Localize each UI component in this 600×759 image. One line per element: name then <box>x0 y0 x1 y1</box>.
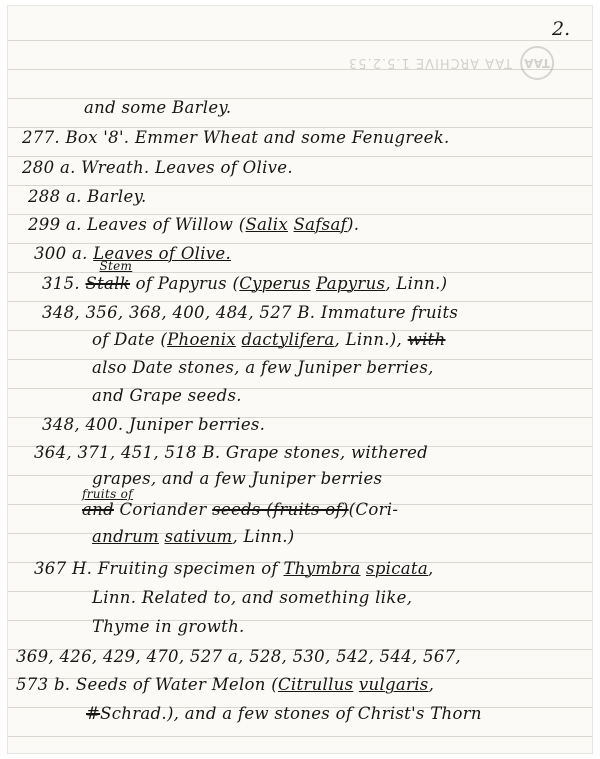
struck-word: with <box>407 330 446 349</box>
text-line <box>92 588 412 607</box>
text-line <box>92 358 434 377</box>
line-text: Seeds of Water Melon ( <box>75 675 278 694</box>
text-line <box>92 527 295 546</box>
text-line <box>92 617 245 636</box>
line-text: ). <box>347 215 360 234</box>
latin-name: Citrullus <box>277 675 354 694</box>
line-text: (Cori- <box>348 500 399 519</box>
page-number: 2. <box>552 18 571 40</box>
line-text: of Papyrus ( <box>130 274 240 293</box>
notebook-page <box>8 6 592 753</box>
latin-name: Salix <box>245 215 288 234</box>
text-line <box>42 415 265 434</box>
text-line <box>42 303 458 322</box>
line-text: Coriander <box>119 500 207 519</box>
latin-name: Phoenix <box>167 330 236 349</box>
item-number: 299 a. <box>28 215 82 234</box>
line-text: and Grape seeds. <box>92 386 242 405</box>
line-text: Leaves of Willow ( <box>87 215 246 234</box>
text-line <box>34 443 428 462</box>
line-text: Immature fruits <box>320 303 459 322</box>
item-number: 348, 356, 368, 400, 484, 527 B. <box>42 303 316 322</box>
latin-name: Cyperus <box>239 274 311 293</box>
item-number: 364, 371, 451, 518 B. <box>34 443 221 462</box>
text-line <box>28 215 359 234</box>
inserted-word: fruits of <box>82 487 133 501</box>
latin-name: Papyrus <box>316 274 386 293</box>
text-line <box>42 259 448 293</box>
struck-phrase: seeds (fruits of) <box>212 500 349 519</box>
item-number: 367 H. <box>34 559 93 578</box>
line-text: grapes, and a few Juniper berries <box>92 469 383 488</box>
line-text: , Linn.), <box>334 330 403 349</box>
local-name: Safsaf <box>293 215 347 234</box>
struck-word: Stalk <box>85 274 131 293</box>
item-number: 573 b. <box>16 675 71 694</box>
latin-name: dactylifera <box>241 330 335 349</box>
latin-name: sativum <box>164 527 233 546</box>
text-line <box>34 559 434 578</box>
line-text: Fruiting specimen of <box>97 559 284 578</box>
line-text: , <box>428 559 434 578</box>
text-line <box>16 675 434 694</box>
text-line <box>22 158 293 177</box>
text-line <box>84 98 231 117</box>
line-text: and some Barley. <box>84 98 232 117</box>
text-line <box>92 330 446 349</box>
item-number: 315. <box>42 274 80 293</box>
line-text: Leaves of Olive. <box>93 244 232 263</box>
line-text: , Linn.) <box>385 274 448 293</box>
line-text: 369, 426, 429, 470, 527 a, 528, 530, 542, 544, 567, <box>16 647 461 666</box>
latin-name: Thymbra <box>283 559 361 578</box>
item-number: 300 a. <box>34 244 88 263</box>
struck-word: and <box>82 500 114 519</box>
archive-stamp-text: TAA ARCHIVE 1.5.2.53 <box>348 55 513 71</box>
item-number: 280 a. <box>22 158 76 177</box>
line-text: Thyme in growth. <box>92 617 245 636</box>
line-text: Grape stones, withered <box>225 443 429 462</box>
text-line <box>86 704 482 723</box>
text-line <box>92 469 382 488</box>
latin-name: andrum <box>92 527 159 546</box>
line-text: , <box>428 675 435 694</box>
archive-stamp <box>348 46 554 80</box>
text-line <box>34 244 231 263</box>
text-line <box>22 128 450 147</box>
text-line <box>16 647 461 666</box>
archive-logo-icon: TAA <box>520 46 554 80</box>
text-line <box>92 386 242 405</box>
item-number: 348, 400. <box>42 415 124 434</box>
text-line <box>28 187 147 206</box>
line-text: Wreath. Leaves of Olive. <box>81 158 293 177</box>
latin-name: spicata <box>366 559 428 578</box>
line-text: Juniper berries. <box>128 415 266 434</box>
line-text: also Date stones, a few Juniper berries, <box>92 358 434 377</box>
line-text: , Linn.) <box>232 527 295 546</box>
item-number: 288 a. <box>28 187 82 206</box>
line-text: of Date ( <box>92 330 168 349</box>
struck-mark: # <box>86 704 101 723</box>
text-line <box>82 487 399 519</box>
line-text: Schrad.), and a few stones of Christ's Thorn <box>100 704 482 723</box>
line-text: Linn. Related to, and something like, <box>92 588 413 607</box>
latin-name: vulgaris <box>358 675 429 694</box>
inserted-word: Stem <box>99 259 133 273</box>
item-number: 277. <box>22 128 60 147</box>
line-text: Box '8'. Emmer Wheat and some Fenugreek. <box>65 128 450 147</box>
line-text: Barley. <box>87 187 147 206</box>
